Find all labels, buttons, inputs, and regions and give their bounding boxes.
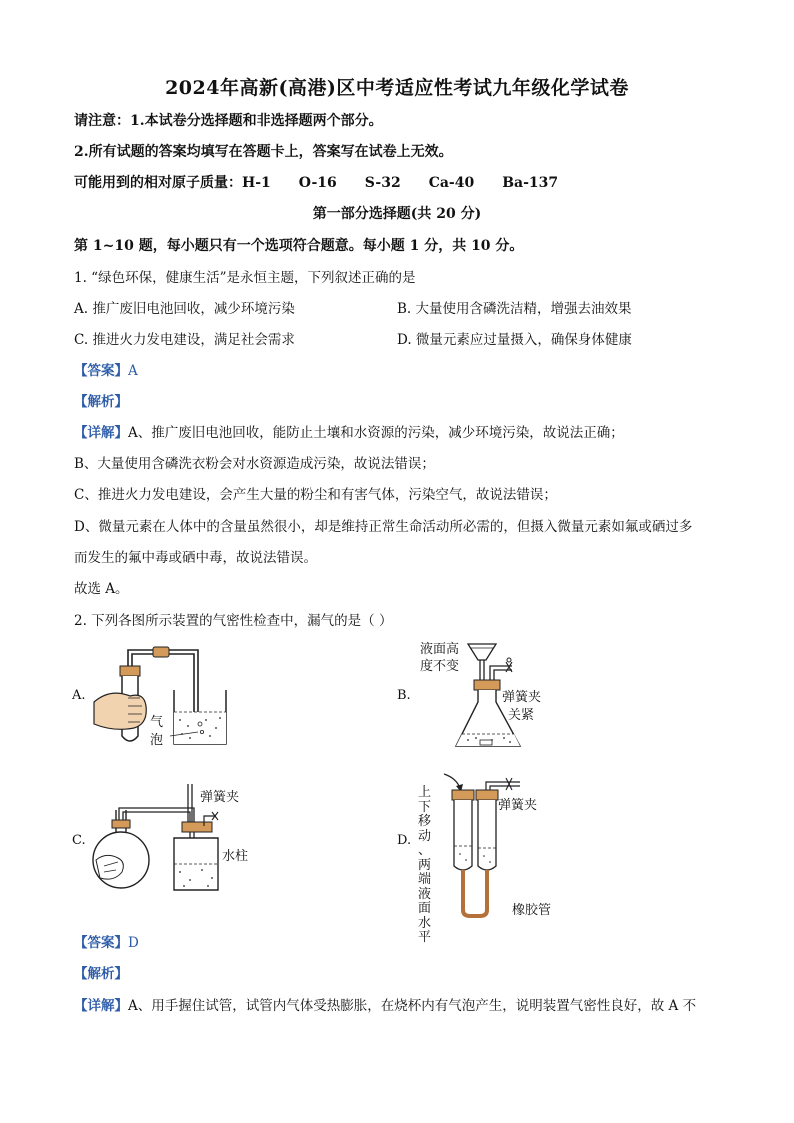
fig-b-clip-2: 关紧 [508,708,535,723]
fig-c-clip: 弹簧夹 [200,790,240,805]
q1-option-c: C. 推进火力发电建设，满足社会需求 [74,332,295,348]
q2-analysis-tag: 【解析】 [74,966,128,982]
q1-answer-line [74,359,138,379]
fig-d-move-char: 水 [418,915,432,931]
q1-stem: 1. “绿色环保，健康生活”是永恒主题，下列叙述正确的是 [74,270,416,286]
q2-answer-tag: 【答案】 [74,935,128,951]
q1-option-b: B. 大量使用含磷洗洁精，增强去油效果 [397,301,632,317]
atomic-mass-line: 可能用到的相对原子质量：H-1 O-16 S-32 Ca-40 Ba-137 [74,175,559,191]
fig-d-diagram [440,770,530,920]
q2-detail-tag: 【详解】 [74,998,128,1014]
fig-b-clip-1: 弹簧夹 [502,690,542,705]
fig-d-move-text [418,786,434,946]
fig-d-move-char: 下 [418,799,432,815]
notice-line-2: 2.所有试题的答案均填写在答题卡上，答案写在试卷上无效。 [74,144,453,160]
fig-d-clip: 弹簧夹 [498,798,538,813]
q2-answer: D [128,935,139,951]
q1-option-d: D. 微量元素应过量摄入，确保身体健康 [397,332,632,348]
fig-d-move-char: 两 [418,857,432,873]
q1-detail-b: B、大量使用含磷洗衣粉会对水资源造成污染，故说法错误； [74,456,435,472]
q2-answer-line [74,931,139,951]
section-heading: 第一部分选择题(共 20 分) [312,206,482,222]
notice-line-1: 请注意：1.本试卷分选择题和非选择题两个部分。 [74,113,383,129]
fig-b-level-2: 度不变 [420,659,460,674]
fig-a-bubble-2: 泡 [150,733,164,748]
q1-answer-tag: 【答案】 [74,363,128,379]
fig-d-label: D. [397,833,412,848]
q1-analysis-tag: 【解析】 [74,394,128,410]
q1-detail-c: C、推进火力发电建设，会产生大量的粉尘和有害气体，污染空气，故说法错误； [74,487,557,503]
q2-detail-a: A、用手握住试管，试管内气体受热膨胀，在烧杯内有气泡产生，说明装置气密性良好，故 A 不 [128,998,697,1014]
fig-c-water-column: 水柱 [222,849,249,864]
fig-d-rubber-tube: 橡胶管 [512,903,552,918]
q2-stem: 2. 下列各图所示装置的气密性检查中，漏气的是（ ） [74,613,393,629]
fig-d-move-char: 上 [418,785,432,800]
fig-d-move-char: 液 [418,886,432,902]
q1-detail-d2: 而发生的氟中毒或硒中毒，故说法错误。 [74,550,317,566]
q1-option-a: A. 推广废旧电池回收，减少环境污染 [74,301,295,317]
fig-d-move-char: 平 [418,930,432,945]
q2-detail-a-line [74,994,696,1014]
q1-detail-a: A、推广废旧电池回收，能防止土壤和水资源的污染，减少环境污染，故说法正确； [128,425,624,441]
fig-a-label: A. [72,688,86,703]
fig-b-label: B. [397,688,411,703]
q1-detail-tag: 【详解】 [74,425,128,441]
q1-conclusion: 故选 A。 [74,581,129,597]
fig-d-move-char: 移 [418,814,432,829]
fig-d-move-char: 、 [418,843,432,858]
fig-a-diagram [90,640,250,750]
fig-d-move-char: 端 [418,872,432,887]
fig-c-label: C. [72,833,86,848]
fig-d-move-char: 面 [418,901,432,916]
fig-a-bubble-1: 气 [150,715,164,730]
q1-answer: A [128,363,138,379]
q1-detail-a-line [74,421,624,441]
q1-detail-d1: D、微量元素在人体中的含量虽然很小，却是维持正常生命活动所必需的，但摄入微量元素如氟或硒过多 [74,519,693,535]
section-instruction: 第 1~10 题，每小题只有一个选项符合题意。每小题 1 分，共 10 分。 [74,238,524,254]
fig-d-move-char: 动 [418,828,432,844]
page-title: 2024年高新(高港)区中考适应性考试九年级化学试卷 [165,77,629,99]
fig-b-level-1: 液面高 [420,642,460,657]
